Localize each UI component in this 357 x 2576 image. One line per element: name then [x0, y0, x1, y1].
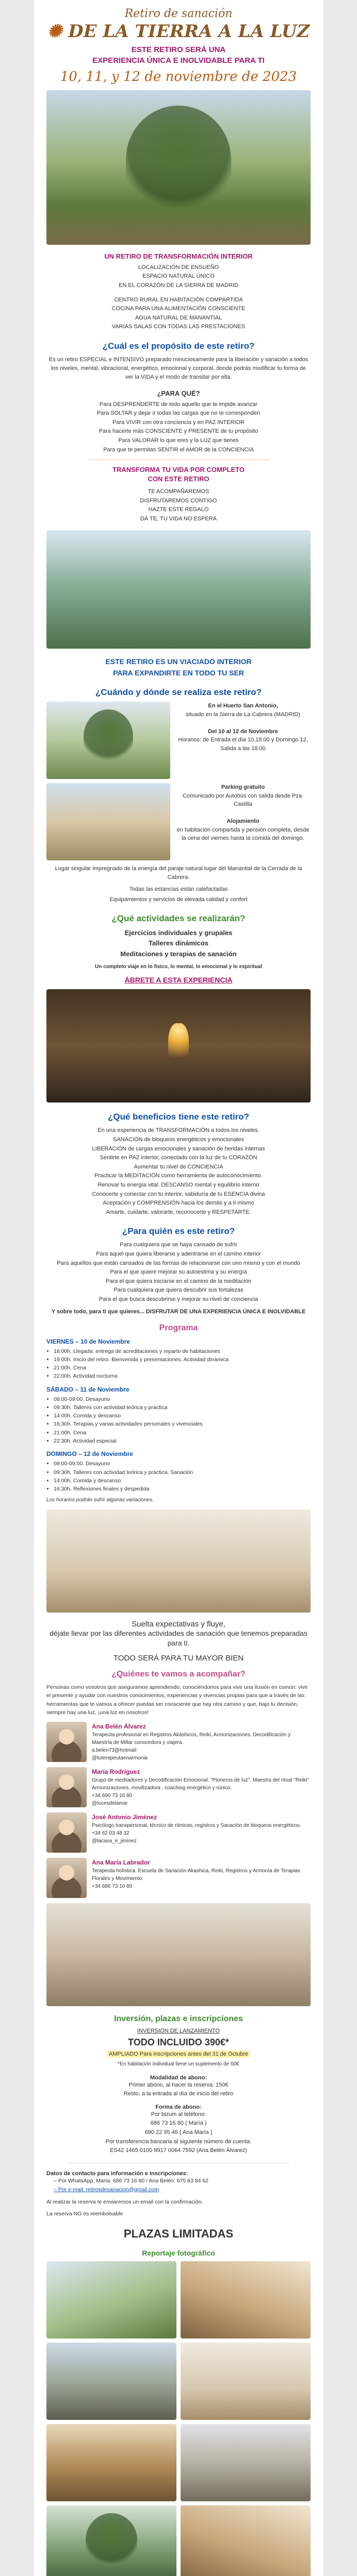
- expand-title-1: ESTE RETIRO ES UN VIACIADO INTERIOR: [105, 657, 252, 666]
- purpose-item: Para VALORAR lo que eres y la LUZ que tienes: [118, 437, 239, 444]
- hero-title: [46, 22, 311, 42]
- purpose-title: ¿Cuál es el propósito de este retiro?: [102, 341, 255, 351]
- house-photo: [46, 783, 170, 860]
- intro-title: UN RETIRO DE TRANSFORMACIÓN INTERIOR: [104, 252, 253, 261]
- profile-desc: Psicólogo transpersonal, técnico de ritmicas, registros y Sanación de bloqueos energéticos.: [92, 1823, 301, 1829]
- transform-lines: [46, 487, 311, 523]
- program-item: • 16:30h. Reflexiones finales y despedida: [54, 1485, 311, 1493]
- program-day-label: DOMINGO – 12 de Noviembre: [46, 1450, 134, 1458]
- hero-subtitle-1: ESTE RETIRO SERÁ UNA: [131, 45, 226, 55]
- intro-line: AGUA NATURAL DE MANANTIAL: [135, 314, 222, 321]
- contact-note-2: La reserva NO es reembolsable: [46, 2210, 123, 2217]
- benefit-item: En una experiencia de TRANSFORMACIÓN a todos los niveles.: [98, 1127, 259, 1134]
- intro-line: CENTRO RURAL EN HABITACIÓN COMPARTIDA: [114, 296, 243, 303]
- meditation-photo: [46, 989, 311, 1103]
- profile-info: [92, 1767, 311, 1807]
- where-title: ¿Cuándo y dónde se realiza este retiro?: [95, 687, 262, 698]
- for-whom-title: ¿Para quién es este retiro?: [122, 1226, 235, 1236]
- river-photo: [46, 530, 311, 649]
- benefit-item: LIBERACIÓN de cargas emocionales y sanación de heridas internas: [92, 1145, 265, 1152]
- avatar: [46, 1767, 87, 1807]
- program-item: • 21:00h. Cena: [54, 1364, 311, 1372]
- for-whom-item: Para aquellos que están cansados de las formas de relacionarse con uno mismo y con el mundo: [57, 1260, 300, 1266]
- activity-item: Ejercicios individuales y grupales: [124, 928, 233, 937]
- gallery-photo: [46, 2261, 176, 2338]
- intro-line: ESPACIO NATURAL ÚNICO: [142, 273, 215, 280]
- for-whom-item: Para el que quiere mejorar su autoestima y su energía: [110, 1269, 247, 1276]
- hero-pretitle: Retiro de sanación: [124, 7, 233, 20]
- where-parking-row: [46, 783, 311, 860]
- investment-note: *En habitación individual tiene un suplemento de 60€: [118, 2061, 239, 2067]
- gallery-photo: [181, 2424, 311, 2501]
- purpose-list: [46, 400, 311, 455]
- investment-highlight-wrap: [46, 2051, 311, 2057]
- purpose-item: Para SOLTAR y dejar ir todas las cargas que no te corresponden: [96, 410, 261, 417]
- bizum-item: 690 22 95 46 ( Ana María ): [144, 2129, 213, 2136]
- profile: [46, 1812, 311, 1853]
- team-intro: Personas como vosotros que aseguramos aprendiendo, conociéndonos para vivir una ilusión en común: vivir el presente y ayudar con nuestros conocimientos, experiencias y vivencias propias para que a través de las herramientas que te vamos a ofrecer puedas ser consciente que hay otra camino y que, bajo tu decisión, siempre hay una luz, ¡una luz en nosotros!: [46, 1684, 308, 1716]
- contact-note-1: Al realizar la reserva te enviaremos un email con la confirmación.: [46, 2199, 203, 2206]
- hero: [46, 7, 311, 85]
- photo-gallery: [46, 2261, 311, 2576]
- for-whom-item: Para aquel que quiera liberarse y adentrarse en el camino interior: [96, 1250, 261, 1257]
- program-item: • 21:00h. Cena: [54, 1429, 311, 1437]
- for-whom-item: Para el que busca descubrirse y mejorar su nivel de conciencia: [99, 1296, 258, 1302]
- avatar: [46, 1812, 87, 1853]
- benefits-title: ¿Qué beneficios tiene este retiro?: [108, 1112, 249, 1122]
- payment-title: Modalidad de abono:: [150, 2074, 207, 2081]
- gallery-photo: [181, 2261, 311, 2338]
- profile-phone: +34 690 73 16 80: [92, 1793, 133, 1799]
- place-label: En el Huerto San Antonio,: [208, 703, 278, 709]
- profile-name: Ana Belén Álvarez: [92, 1723, 146, 1731]
- program-day-label: SÁBADO – 11 de Noviembre: [46, 1385, 129, 1393]
- for-whom-item: Para cualquiera que quiera descubrir sus fortalezas: [113, 1287, 244, 1294]
- profile-handle: @lacasa_e_jiminez: [92, 1838, 137, 1844]
- bizum-item: ES42 1465 0100 9917 0064 7592 (Ana Belén Álvarez): [110, 2147, 247, 2154]
- purpose-paragraph: Es un retiro ESPECIAL e INTENSIVO preparado minuciosamente para la liberación y sanación a todos los niveles, mental, vibracional, energético, emocional y corporal, donde podrás modificar tu forma de ver la VIDA y el modo de transitar por ella.: [48, 356, 309, 380]
- program-title: Programa: [159, 1323, 198, 1332]
- purpose-item: Para hacerte más CONSCIENTE y PRESENTE de tu propósito: [99, 428, 258, 435]
- gallery-title: Reportaje fotográfico: [142, 2248, 215, 2257]
- transform-item: DÁ TE, TU VIDA NO ESPERA: [140, 516, 217, 522]
- benefit-item: Aceptación y COMPRENSIÓN hacia los demás y a ti mismo: [103, 1200, 254, 1207]
- hero-subtitle-2: EXPERIENCIA ÚNICA E INOLVIDABLE PARA TI: [92, 56, 265, 65]
- hero-title-text: DE LA TIERRA A LA LUZ: [68, 21, 310, 42]
- intro-line: COCINA PARA UNA ALIMENTACIÓN CONSCIENTE: [111, 306, 246, 312]
- profile: [46, 1767, 311, 1807]
- contact-email-link[interactable]: – Por e-mail: retirosdesanacion@gmail.com: [54, 2186, 159, 2193]
- program-item: • 14:00h. Comida y descanso: [54, 1477, 311, 1485]
- purpose-item: Para que te permitas SENTIR el AMOR de la CONCIENCIA: [103, 446, 254, 453]
- bizum-item: 686 73 16 80 ( María ): [150, 2120, 207, 2127]
- transform-line-1: TRANSFORMA TU VIDA POR COMPLETO: [112, 466, 245, 474]
- activities-title: ¿Qué actividades se realizarán?: [111, 913, 246, 923]
- transform-item: DISFRUTAREMOS CONTIGO: [140, 497, 217, 504]
- invite-line-3: TODO SERÁ PARA TU MAYOR BIEN: [113, 1654, 244, 1663]
- invite-line-2: déjate llevar por las diferentes actividades de sanación que tenemos preparadas para ti.: [50, 1629, 307, 1648]
- lodging-label: Alojamiento: [226, 818, 259, 825]
- gallery-photo: [181, 2343, 311, 2420]
- profile-phone: +34 62 03 48 32: [92, 1831, 129, 1837]
- contact-lines: [54, 2177, 311, 2194]
- activity-item: Meditaciones y terapias de sanación: [120, 950, 237, 958]
- transform-item: HAZTE ESTE REGALO: [148, 506, 209, 513]
- benefits-list: [46, 1126, 311, 1217]
- where-extra-3: Equipamientos y servicios de elevada calidad y confort: [109, 896, 248, 903]
- profile: [46, 1722, 311, 1762]
- profile-info: [92, 1722, 311, 1762]
- investment-title: Inversión, plazas e inscripciones: [114, 2014, 243, 2024]
- program-item: • 22:00h. Actividad nocturna: [54, 1372, 311, 1380]
- program-item: • 18:00h. Llegada: entrega de acreditaciones y reparto de habitaciones: [54, 1347, 311, 1355]
- place-photo: [46, 702, 170, 779]
- hero-subtitle: [46, 45, 311, 66]
- hero-dates: 10, 11, y 12 de noviembre de 2023: [60, 69, 297, 84]
- profile-email: a.belen73@hotmail: [92, 1748, 137, 1754]
- transform-item: TE ACOMPAÑAREMOS: [148, 488, 209, 495]
- date-label: Del 10 al 12 de Noviembre: [208, 728, 278, 735]
- where-place-text: [175, 702, 311, 753]
- bizum-list: [46, 2110, 311, 2156]
- benefit-item: Practicar la MEDITACIÓN como herramienta de autoconocimiento.: [94, 1173, 263, 1179]
- program-item: • 16:30h. Terapias y varias actividades personales y vivenciales: [54, 1420, 311, 1428]
- investment-price: TODO INCLUIDO 390€*: [128, 2037, 229, 2048]
- intro-line: EN EL CORAZÓN DE LA SIERRA DE MADRID: [119, 282, 238, 289]
- investment-label: INVERSIÓN DE LANZAMIENTO: [137, 2028, 220, 2035]
- purpose-item: Para DESPRENDERTE de todo aquello que te impide avanzar: [99, 401, 258, 408]
- intro-lines-a: [46, 263, 311, 291]
- team-title: ¿Quiénes te vamos a acompañar?: [111, 1670, 246, 1679]
- for-whom-list: [46, 1241, 311, 1304]
- program-item: • 08:00-09:00. Desayuno: [54, 1395, 311, 1403]
- intro-line: VARIAS SALAS CON TODAS LAS PRESTACIONES: [111, 324, 246, 330]
- benefit-item: SANACIÓN de bloqueos energéticos y emocionales: [113, 1137, 244, 1143]
- program-item: • 14:00h. Comida y descanso: [54, 1412, 311, 1420]
- benefit-item: Sentirte en PAZ interior, conectado con la luz de tu CORAZÓN: [100, 1155, 257, 1161]
- activities-note: Un completo viaje en lo físico, lo mental, lo emocional y lo espiritual: [95, 963, 262, 970]
- parking-label: Parking gratuito: [221, 784, 265, 791]
- bizum-title: Forma de abono:: [155, 2104, 202, 2110]
- where-place-row: [46, 702, 311, 779]
- activity-item: Talleres dinámicos: [148, 939, 209, 947]
- program-day-list: [46, 1395, 311, 1446]
- benefit-item: Renovar tu energía vital. DESCANSO mental y equilibrio interno: [98, 1182, 259, 1189]
- gallery-photo: [46, 2343, 176, 2420]
- program-item: • 09:30h. Talleres con actividad teórica y práctica. Sanación: [54, 1468, 311, 1477]
- bizum-item: Por bizum al teléfono:: [151, 2111, 206, 2117]
- purpose-ask: ¿PARA QUÉ?: [157, 389, 200, 398]
- avatar: [46, 1858, 87, 1898]
- group-photo: [46, 1903, 311, 2006]
- contact-title: Datos de contacto para información e inscripciones:: [46, 2170, 188, 2177]
- where-extra-2: Todas las estancias están calefactadas: [129, 886, 228, 893]
- place-desc: situado en la Sierra de La Cabrera (MADRID): [186, 711, 300, 718]
- payment-item: Resto, a la entrada al día de inicio del retiro: [123, 2091, 234, 2097]
- avatar: [46, 1722, 87, 1762]
- payment-item: Primer abono, al hacer la reserva: 150€: [128, 2081, 229, 2088]
- profile-handle: @lucesdelamar: [92, 1801, 128, 1807]
- date-desc: Horarios: de Entrada el día 10,18:00 y Domingo 12, Salida a las 18:00: [178, 737, 308, 752]
- intro-lines-b: [46, 296, 311, 332]
- bizum-item: Por transferencia bancaria al siguiente número de cuenta:: [105, 2138, 252, 2145]
- places-title: PLAZAS LIMITADAS: [123, 2227, 234, 2240]
- benefit-item: Amarte, cuidarte, valorarte, reconocerte y RESPETARTE.: [106, 1209, 251, 1215]
- expand-title-2: PARA EXPANDIRTE EN TODO TU SER: [113, 669, 244, 677]
- benefit-item: Aumentar tu nivel de CONCIENCIA: [134, 1163, 223, 1170]
- profile-handle: @tuterapeutaenarmonia: [92, 1755, 148, 1761]
- gallery-photo: [46, 2424, 176, 2501]
- purpose-item: Para VIVIR con otra conciencia y en PAZ INTERIOR: [112, 419, 245, 426]
- program: [46, 1338, 311, 1504]
- invite-line-1: Suelta expectativas y fluye,: [132, 1619, 225, 1629]
- contact-whatsapp: – Por WhatsApp, María: 686 73 16 80 / Ana Belén: 675 83 84 62: [54, 2177, 209, 2184]
- benefit-item: Conocerte y conectar con tu interior, sabiduría de tu ESENCIA divina: [92, 1191, 265, 1197]
- profile-phone: +34 686 73 16 80: [92, 1884, 133, 1890]
- transform-block: [46, 465, 311, 523]
- sun-icon: ✺: [47, 21, 62, 42]
- for-whom-item: Para el que quiera iniciarse en el camino de la meditación: [106, 1278, 251, 1284]
- for-whom-closing: Y sobre todo, para ti que quieres... DISFRUTAR DE UNA EXPERIENCIA ÚNICA E INOLVIDABLE: [51, 1308, 306, 1315]
- program-item: • 08:00-09:00. Desayuno: [54, 1460, 311, 1468]
- investment-highlight: AMPLIADO Para inscripciones antes del 31 de Octubre: [107, 2050, 250, 2058]
- hero-photo: [46, 90, 311, 245]
- where-parking-text: [175, 783, 311, 843]
- program-item: • 09:30h. Talleres con actividad teórica y práctica: [54, 1403, 311, 1412]
- program-day-list: [46, 1460, 311, 1493]
- profile-info: [92, 1812, 301, 1845]
- profile-desc: Grupo de meditadores y Decodificación Emocional. "Pioneros de luz". Maestra del ritual "Reiki" Armonizaciones, movilizadora , coaching energético y rúnico.: [92, 1777, 309, 1791]
- gallery-photo: [181, 2505, 311, 2576]
- program-day-label: VIERNES – 10 de Noviembre: [46, 1337, 131, 1345]
- gallery-photo: [46, 2505, 176, 2576]
- program-note: Los horarios podrán sufrir algunas variaciones.: [46, 1497, 154, 1503]
- profile-info: [92, 1858, 311, 1890]
- profile-desc: Terapeuta holística. Escuela de Sanación Akashica, Reiki, Registros y Armonía de Terapias Florales y Movimiento.: [92, 1868, 300, 1882]
- page: [34, 0, 323, 2576]
- activities-list: [46, 928, 311, 960]
- profile-name: María Rodríguez: [92, 1768, 140, 1776]
- payment-list: [46, 2081, 311, 2099]
- room-photo: [46, 1510, 311, 1613]
- transform-line-2: CON ESTE RETIRO: [148, 474, 209, 483]
- profile-desc: Terapeuta profesional en Registros Akáshicos, Reiki, Armonizaciones, Decodificación y Maestría de Millar conocedora y viajera.: [92, 1732, 291, 1746]
- where-extra-1: Lugar singular impregnado de la energía del paraje natural lugar del Manantial de la Cerrada de la Cabrera.: [55, 866, 302, 881]
- program-item: • 22:30h. Actividad especial: [54, 1437, 311, 1445]
- profile: [46, 1858, 311, 1898]
- lodging-desc: en habitación compartida y pensión completa, desde la cena del viernes hasta la comida del domingo.: [176, 826, 310, 842]
- activities-banner: ÁBRETE A ESTA EXPERIENCIA: [124, 976, 233, 985]
- profile-name: José Antonio Jiménez: [92, 1814, 157, 1821]
- intro-line: LOCALIZACIÓN DE ENSUEÑO: [138, 264, 219, 270]
- profile-name: Ana María Labrador: [92, 1859, 150, 1867]
- parking-desc: Comunicado por Autobús con salida desde Pza. Castilla: [182, 792, 304, 808]
- for-whom-item: Para cualquiera que se haya cansado de sufrir: [120, 1242, 237, 1248]
- invite-block: [46, 1620, 311, 1663]
- program-item: • 19:00h. Inicio del retiro. Bienvenida y presentaciones. Actividad dinámica: [54, 1355, 311, 1364]
- program-day-list: [46, 1347, 311, 1381]
